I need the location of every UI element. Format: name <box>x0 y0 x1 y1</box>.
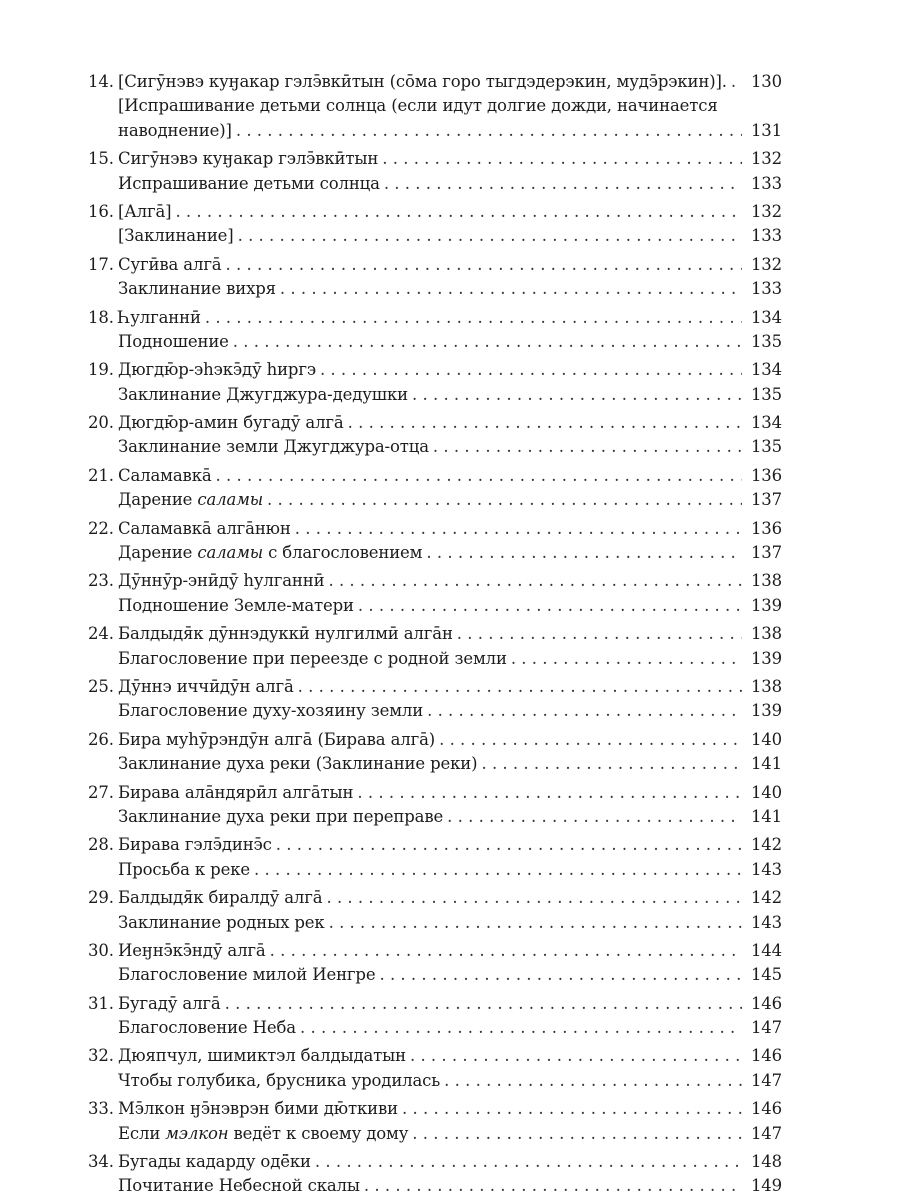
entry-number: 32. <box>88 1046 114 1066</box>
dot-leader <box>295 517 742 541</box>
page-number: 133 <box>750 173 782 193</box>
entry-title: Саламавка̄ алга̄нюн <box>118 518 291 538</box>
toc-entry-28 <box>88 833 782 882</box>
page-number: 131 <box>750 120 782 140</box>
entry-subtitle: Благословение Неба <box>118 1018 296 1038</box>
entry-title: Дюгдю̄р-амин бугадӯ алга̄ <box>118 413 344 433</box>
toc-entry-27 <box>88 781 782 830</box>
dot-leader <box>236 119 742 143</box>
page-number: 147 <box>750 1018 782 1038</box>
toc-line <box>88 464 782 488</box>
toc-line <box>88 569 782 593</box>
entry-subtitle: Испрашивание детьми солнца <box>118 173 380 193</box>
toc-line <box>88 94 782 118</box>
toc-line <box>88 1016 782 1040</box>
toc-line <box>88 358 782 382</box>
dot-leader <box>298 675 742 699</box>
entry-subtitle: Подношение Земле-матери <box>118 595 354 615</box>
toc-line <box>88 1097 782 1121</box>
page-number: 137 <box>750 490 782 510</box>
dot-leader <box>384 172 742 196</box>
toc-entry-26 <box>88 728 782 777</box>
entry-subtitle: Заклинание земли Джугджура-отца <box>118 437 429 457</box>
page-number: 134 <box>750 413 782 433</box>
toc-entry-22 <box>88 517 782 566</box>
toc-line <box>88 411 782 435</box>
entry-subtitle: [Испрашивание детьми солнца (если идут долгие дожди, начинается <box>118 96 718 116</box>
toc-entry-30 <box>88 939 782 988</box>
entry-subtitle: Почитание Небесной скалы <box>118 1176 360 1196</box>
entry-number: 23. <box>88 571 114 591</box>
dot-leader <box>315 1150 742 1174</box>
toc-line <box>88 330 782 354</box>
dot-leader <box>328 569 742 593</box>
entry-subtitle: Заклинание Джугджура-дедушки <box>118 384 408 404</box>
toc-line <box>88 939 782 963</box>
entry-number: 19. <box>88 360 114 380</box>
entry-title: Саламавка̄ <box>118 465 212 485</box>
entry-number: 28. <box>88 835 114 855</box>
page-number: 139 <box>750 648 782 668</box>
dot-leader <box>280 277 742 301</box>
toc-line <box>88 435 782 459</box>
toc-entry-23 <box>88 569 782 618</box>
toc-entry-21 <box>88 464 782 513</box>
toc-entry-17 <box>88 253 782 302</box>
page-number: 141 <box>750 806 782 826</box>
toc-line <box>88 781 782 805</box>
toc-line <box>88 306 782 330</box>
toc-entry-31 <box>88 992 782 1041</box>
dot-leader <box>320 358 742 382</box>
page-number: 132 <box>750 254 782 274</box>
dot-leader <box>238 224 742 248</box>
dot-leader <box>447 805 742 829</box>
dot-leader <box>364 1174 742 1198</box>
page-number: 138 <box>750 676 782 696</box>
dot-leader <box>348 411 742 435</box>
dot-leader <box>226 253 743 277</box>
entry-number: 30. <box>88 940 114 960</box>
entry-title: Бирава ала̄ндярӣл алга̄тын <box>118 782 354 802</box>
dot-leader <box>382 147 742 171</box>
toc-entry-15 <box>88 147 782 196</box>
entry-subtitle: наводнение)] <box>118 120 232 140</box>
entry-title: Бугады кадарду одё̄ки <box>118 1152 311 1172</box>
entry-title: Сигӯнэвэ куӈакар гэлэ̄вкӣтын <box>118 149 379 169</box>
toc-line <box>88 728 782 752</box>
entry-title: [Сигӯнэвэ куӈакар гэлэ̄вкӣтын (со̄ма горо тыгдэдерэкин, мудэ̄рэкин)]. <box>118 72 727 91</box>
entry-title: Иеӈнэ̄кэ̄ндӯ алга̄ <box>118 940 266 960</box>
entry-subtitle: Если мэлкон ведёт к своему дому <box>118 1123 409 1143</box>
dot-leader <box>175 200 742 224</box>
page-number: 143 <box>750 912 782 932</box>
dot-leader <box>731 70 742 94</box>
entry-subtitle: Дарение саламы <box>118 490 264 510</box>
dot-leader <box>444 1069 742 1093</box>
toc-line <box>88 622 782 646</box>
dot-leader <box>379 963 742 987</box>
entry-number: 20. <box>88 413 114 433</box>
toc-line <box>88 253 782 277</box>
page-number: 140 <box>750 729 782 749</box>
toc-entry-16 <box>88 200 782 249</box>
page-number: 138 <box>750 624 782 644</box>
dot-leader <box>412 383 742 407</box>
table-of-contents <box>88 70 782 1203</box>
dot-leader <box>358 594 742 618</box>
dot-leader <box>300 1016 742 1040</box>
toc-line <box>88 541 782 565</box>
entry-title: [Алга̄] <box>118 201 172 221</box>
entry-subtitle: Чтобы голубика, брусника уродилась <box>118 1070 441 1090</box>
page-number: 132 <box>750 201 782 221</box>
entry-subtitle: Благословение духу-хозяину земли <box>118 701 424 721</box>
toc-entry-29 <box>88 886 782 935</box>
toc-line <box>88 1044 782 1068</box>
entry-title: Дюяпчул, шимиктэл балдыдатын <box>118 1046 406 1066</box>
page-number: 135 <box>750 331 782 351</box>
page-number: 146 <box>750 993 782 1013</box>
dot-leader <box>410 1044 742 1068</box>
entry-number: 26. <box>88 729 114 749</box>
entry-title: Мэ̄лкон ӈэ̄нэврэн бими дю̄ткиви <box>118 1099 398 1119</box>
italic-term: саламы <box>197 490 264 510</box>
dot-leader <box>270 939 742 963</box>
toc-entry-14 <box>88 70 782 143</box>
toc-line <box>88 647 782 671</box>
page-number: 133 <box>750 226 782 246</box>
toc-entry-25 <box>88 675 782 724</box>
entry-subtitle: Заклинание родных рек <box>118 912 325 932</box>
dot-leader <box>254 858 742 882</box>
entry-subtitle: Благословение милой Иенгре <box>118 965 376 985</box>
page-number: 149 <box>750 1176 782 1196</box>
entry-title: Балдыдя̄к биралдӯ алга̄ <box>118 888 323 908</box>
entry-subtitle: Заклинание духа реки при переправе <box>118 806 444 826</box>
page-number: 134 <box>750 307 782 327</box>
page-number: 145 <box>750 965 782 985</box>
entry-title: Балдыдя̄к дӯннэдуккӣ нулгилмӣ алга̄н <box>118 624 453 644</box>
toc-line <box>88 1122 782 1146</box>
dot-leader <box>326 886 742 910</box>
dot-leader <box>225 992 742 1016</box>
toc-line <box>88 858 782 882</box>
dot-leader <box>233 330 742 354</box>
toc-line <box>88 992 782 1016</box>
page-number: 141 <box>750 754 782 774</box>
entry-title: Бугадӯ алга̄ <box>118 993 221 1013</box>
dot-leader <box>481 752 742 776</box>
entry-number: 24. <box>88 624 114 644</box>
toc-line <box>88 594 782 618</box>
toc-line <box>88 383 782 407</box>
page-number: 134 <box>750 360 782 380</box>
toc-line <box>88 886 782 910</box>
toc-line <box>88 833 782 857</box>
entry-number: 22. <box>88 518 114 538</box>
page-number: 147 <box>750 1123 782 1143</box>
dot-leader <box>412 1122 742 1146</box>
toc-entry-18 <box>88 306 782 355</box>
page-number: 140 <box>750 782 782 802</box>
toc-line <box>88 1174 782 1198</box>
page-number: 136 <box>750 465 782 485</box>
toc-line <box>88 805 782 829</box>
entry-subtitle: Дарение саламы с благословением <box>118 543 423 563</box>
entry-title: Бирава гэлэ̄динэ̄с <box>118 835 272 855</box>
page-number: 139 <box>750 595 782 615</box>
page-number: 135 <box>750 437 782 457</box>
page-number: 143 <box>750 859 782 879</box>
toc-line <box>88 70 782 94</box>
toc-entry-24 <box>88 622 782 671</box>
page-number: 136 <box>750 518 782 538</box>
entry-title: Дӯннэ иччӣдӯн алга̄ <box>118 676 294 696</box>
entry-number: 29. <box>88 888 114 908</box>
entry-number: 31. <box>88 993 114 1013</box>
entry-subtitle: Благословение при переезде с родной земли <box>118 648 507 668</box>
page-number: 130 <box>750 72 782 91</box>
toc-line <box>88 699 782 723</box>
entry-number: 16. <box>88 201 114 221</box>
dot-leader <box>357 781 742 805</box>
entry-subtitle: Подношение <box>118 331 229 351</box>
toc-line <box>88 517 782 541</box>
entry-number: 34. <box>88 1152 114 1172</box>
entry-title: Сугӣва алга̄ <box>118 254 222 274</box>
entry-number: 27. <box>88 782 114 802</box>
entry-subtitle: Просьба к реке <box>118 859 250 879</box>
page-number: 139 <box>750 701 782 721</box>
toc-line <box>88 277 782 301</box>
entry-subtitle: [Заклинание] <box>118 226 234 246</box>
dot-leader <box>511 647 742 671</box>
entry-title: Һулганнӣ <box>118 307 201 327</box>
entry-subtitle: Заклинание вихря <box>118 279 276 299</box>
entry-number: 25. <box>88 676 114 696</box>
toc-line <box>88 1069 782 1093</box>
entry-number: 17. <box>88 254 114 274</box>
toc-line <box>88 224 782 248</box>
page-number: 142 <box>750 888 782 908</box>
dot-leader <box>439 728 742 752</box>
page-number: 144 <box>750 940 782 960</box>
page-number: 135 <box>750 384 782 404</box>
page-number: 137 <box>750 543 782 563</box>
dot-leader <box>433 435 742 459</box>
entry-number: 33. <box>88 1099 114 1119</box>
page-number: 146 <box>750 1099 782 1119</box>
dot-leader <box>205 306 742 330</box>
dot-leader <box>457 622 742 646</box>
dot-leader <box>276 833 742 857</box>
entry-number: 18. <box>88 307 114 327</box>
dot-leader <box>426 541 742 565</box>
italic-term: саламы <box>197 543 264 563</box>
entry-title: Бира муһӯрэндӯн алга̄ (Бирава алга̄) <box>118 729 436 749</box>
entry-number: 14. <box>88 72 114 91</box>
toc-entry-32 <box>88 1044 782 1093</box>
page-number: 147 <box>750 1070 782 1090</box>
toc-line <box>88 1150 782 1174</box>
entry-subtitle: Заклинание духа реки (Заклинание реки) <box>118 754 478 774</box>
toc-line <box>88 752 782 776</box>
toc-entry-19 <box>88 358 782 407</box>
dot-leader <box>216 464 742 488</box>
toc-entry-20 <box>88 411 782 460</box>
entry-number: 15. <box>88 149 114 169</box>
page-number: 132 <box>750 149 782 169</box>
toc-line <box>88 675 782 699</box>
toc-line <box>88 911 782 935</box>
toc-entry-34 <box>88 1150 782 1199</box>
toc-line <box>88 200 782 224</box>
italic-term: мэлкон <box>165 1123 229 1143</box>
page-number: 142 <box>750 835 782 855</box>
page-number: 146 <box>750 1046 782 1066</box>
entry-title: Дюгдю̄р-эһэкэ̄дӯ һиргэ <box>118 360 316 380</box>
page-number: 133 <box>750 279 782 299</box>
entry-title: Дӯннӯр-энӣдӯ һулганнӣ <box>118 571 325 591</box>
toc-entry-33 <box>88 1097 782 1146</box>
dot-leader <box>402 1097 742 1121</box>
toc-line <box>88 172 782 196</box>
toc-line <box>88 147 782 171</box>
toc-line <box>88 119 782 143</box>
page-number: 138 <box>750 571 782 591</box>
entry-number: 21. <box>88 465 114 485</box>
dot-leader <box>267 488 742 512</box>
dot-leader <box>329 911 742 935</box>
dot-leader <box>427 699 742 723</box>
page-number: 148 <box>750 1152 782 1172</box>
toc-line <box>88 488 782 512</box>
toc-line <box>88 963 782 987</box>
